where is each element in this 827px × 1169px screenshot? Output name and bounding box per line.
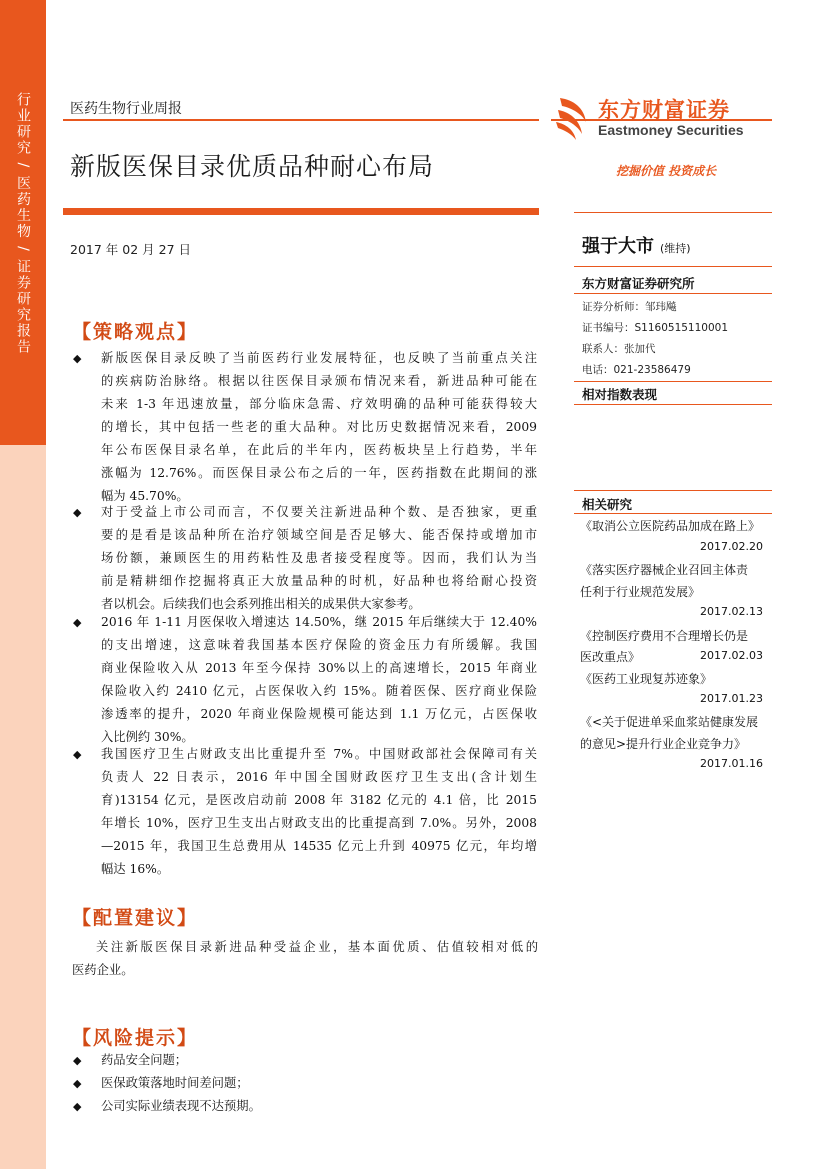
rating-value: 强于大市 [582, 236, 654, 257]
brand-logo [556, 92, 766, 144]
related-report-date: 2017.02.03 [700, 649, 763, 662]
paragraph-line: 渗透率的提升，2020 年商业保险规模可能达到 1.1 万亿元，占医保收 [101, 707, 537, 721]
paragraph-line: —2015 年，我国卫生总费用从 14535 亿元上升到 40975 亿元，年均增 [101, 839, 537, 853]
paragraph-line: 入比例约 30%。 [101, 730, 194, 744]
paragraph-line: 医药企业。 [72, 963, 134, 977]
rating [582, 232, 691, 258]
paragraph-line: 新版医保目录反映了当前医药行业发展特征，也反映了当前重点关注 [101, 351, 537, 365]
paragraph-line: 年公布医保目录名单，在此后的半年内，医药板块呈上行趋势，半年 [101, 443, 537, 457]
related-report-title-cont[interactable]: 的意见>提升行业企业竞争力》 [580, 737, 747, 751]
section-heading-risk: 【风险提示】 [72, 1027, 199, 1049]
paragraph-line: 要的是看是该品种所在治疗领域空间是否足够大、能否保持或增加市 [101, 528, 537, 542]
paragraph-line: 对于受益上市公司而言，不仅要关注新进品种个数、是否独家，更重 [101, 505, 537, 519]
report-date: 2017 年 02 月 27 日 [70, 242, 191, 257]
bullet-icon: ◆ [73, 1077, 82, 1090]
related-report-title-cont[interactable]: 医改重点》 [580, 650, 641, 664]
paragraph-line: 场份额，兼顾医生的用药粘性及患者接受程度等。因而，我们认为当 [101, 551, 537, 565]
paragraph-line: 幅达 16%。 [101, 862, 170, 876]
index-rule-bottom [574, 404, 772, 405]
side-label: 行业研究 / 医药生物 / 证券研究报告 [15, 92, 31, 356]
paragraph-line: 商业保险收入从 2013 年至今保持 30%以上的高速增长，2015 年商业 [101, 661, 537, 675]
institute-rule [574, 293, 772, 294]
bullet-icon: ◆ [73, 506, 82, 519]
page-title: 新版医保目录优质品种耐心布局 [70, 152, 435, 181]
related-rule-bottom [574, 513, 772, 514]
paragraph-line: 负责人 22 日表示，2016 年中国全国财政医疗卫生支出(含计划生 [101, 770, 537, 784]
risk-item: 医保政策落地时间差问题； [101, 1076, 249, 1090]
risk-item: 药品安全问题； [101, 1053, 188, 1067]
phone: 电话：021-23586479 [582, 364, 691, 376]
paragraph-line: 2016 年 1-11 月医保收入增速达 14.50%，继 2015 年后继续大于 12.40% [101, 615, 537, 629]
related-report-date: 2017.01.16 [700, 757, 763, 770]
bullet-icon: ◆ [73, 616, 82, 629]
related-report-date: 2017.02.20 [700, 540, 763, 553]
brand-name-cn: 东方财富证券 [598, 98, 730, 122]
logo-mark-icon [556, 92, 596, 142]
paragraph-line: 关注新版医保目录新进品种受益企业，基本面优质、估值较相对低的 [96, 940, 538, 954]
paragraph-line: 幅为 45.70%。 [101, 489, 189, 503]
related-report-date: 2017.01.23 [700, 692, 763, 705]
brand-slogan: 挖掘价值 投资成长 [616, 164, 717, 178]
bullet-icon: ◆ [73, 1100, 82, 1113]
paragraph-line: 涨幅为 12.76%。而医保目录公布之后的一年，医药指数在此期间的涨 [101, 466, 537, 480]
related-report-title[interactable]: 《<关于促进单采血浆站健康发展 [580, 715, 759, 729]
paragraph-line: 的增长，其中包括一些老的重大品种。对比历史数据情况来看，2009 [101, 420, 537, 434]
paragraph-line: 保险收入约 2410 亿元，占医保收入约 15%。随着医保、医疗商业保险 [101, 684, 537, 698]
header-rule [63, 119, 539, 121]
analyst: 证券分析师：邹玮飚 [582, 301, 677, 313]
section-heading-strategy: 【策略观点】 [72, 321, 199, 343]
paragraph-line: 我国医疗卫生占财政支出比重提升至 7%。中国财政部社会保障司有关 [101, 747, 537, 761]
paragraph-line: 未来 1-3 年迅速放量，部分临床急需、疗效明确的品种可能获得较大 [101, 397, 537, 411]
rating-note: (维持) [660, 242, 691, 255]
side-band [0, 0, 46, 1169]
related-report-title[interactable]: 《落实医疗器械企业召回主体责 [580, 563, 749, 577]
report-type: 医药生物行业周报 [70, 101, 182, 117]
related-report-title[interactable]: 《医药工业现复苏迹象》 [580, 672, 713, 686]
section-heading-config: 【配置建议】 [72, 907, 199, 929]
related-rule-top [574, 490, 772, 491]
paragraph-line: 的支出增速，这意味着我国基本医疗保险的资金压力有所缓解。我国 [101, 638, 537, 652]
index-header: 相对指数表现 [582, 387, 658, 402]
related-report-date: 2017.02.13 [700, 605, 763, 618]
institute-name: 东方财富证券研究所 [582, 276, 695, 291]
side-band-bottom [0, 445, 46, 1169]
rating-rule-bottom [574, 266, 772, 267]
risk-item: 公司实际业绩表现不达预期。 [101, 1099, 261, 1113]
paragraph-line: 育)13154 亿元，是医改启动前 2008 年 3182 亿元的 4.1 倍，比 2015 [101, 793, 537, 807]
cert-number: 证书编号：S1160515110001 [582, 322, 729, 334]
related-report-title[interactable]: 《取消公立医院药品加成在路上》 [580, 519, 761, 533]
related-header: 相关研究 [582, 497, 633, 512]
paragraph-line: 年增长 10%，医疗卫生支出占财政支出的比重提高到 7.0%。另外，2008 [101, 816, 537, 830]
bullet-icon: ◆ [73, 352, 82, 365]
related-report-title-cont[interactable]: 任利于行业规范发展》 [580, 585, 701, 599]
title-bar [63, 208, 539, 215]
contact: 联系人：张加代 [582, 343, 656, 355]
related-report-title[interactable]: 《控制医疗费用不合理增长仍是 [580, 629, 749, 643]
index-rule-top [574, 381, 772, 382]
brand-name-en: Eastmoney Securities [598, 122, 744, 138]
bullet-icon: ◆ [73, 748, 82, 761]
paragraph-line: 的疾病防治脉络。根据以往医保目录颁布情况来看，新进品种可能在 [101, 374, 537, 388]
paragraph-line: 者以机会。后续我们也会系列推出相关的成果供大家参考。 [101, 597, 421, 611]
bullet-icon: ◆ [73, 1054, 82, 1067]
paragraph-line: 前是精耕细作挖掘将真正大放量品种的时机，好品种也将给耐心投资 [101, 574, 537, 588]
rating-rule-top [574, 212, 772, 213]
